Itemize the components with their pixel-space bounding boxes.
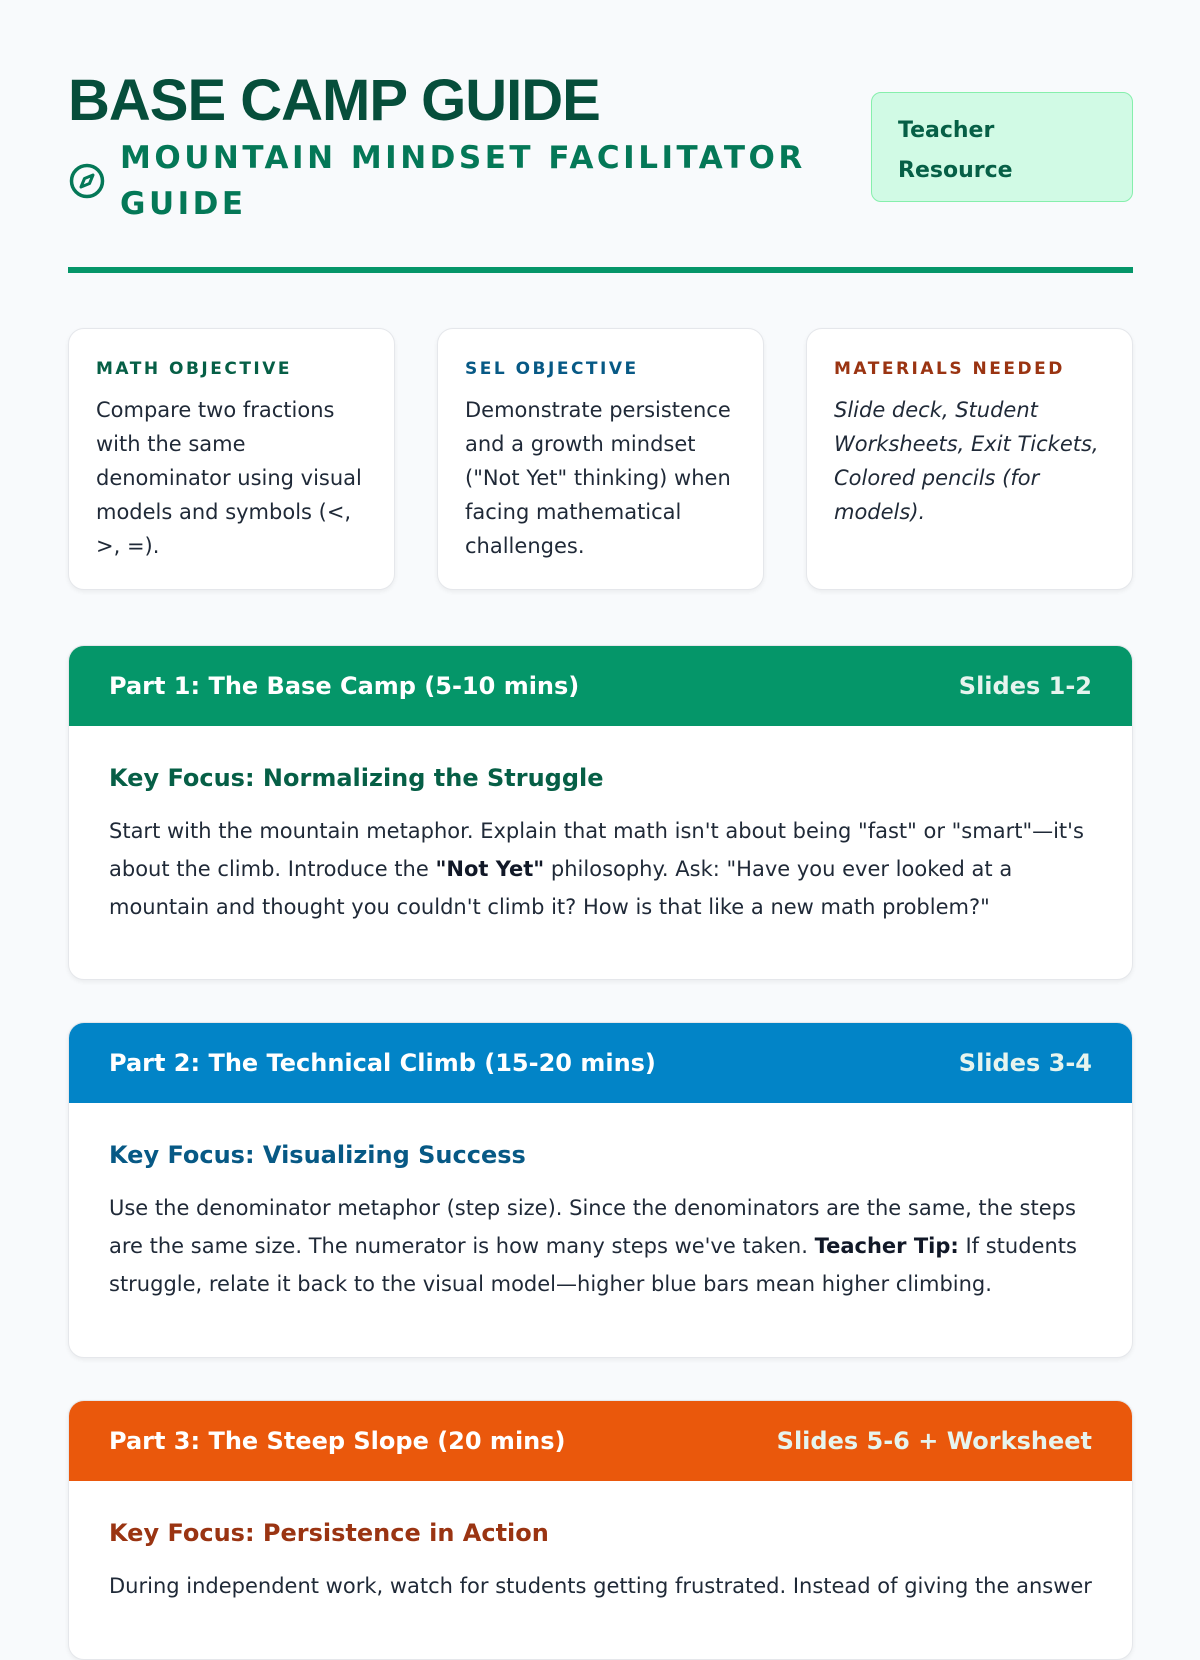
part-slides: Slides 1-2 (958, 672, 1092, 700)
card-title: MATH OBJECTIVE (96, 359, 293, 379)
card-title: MATERIALS NEEDED (834, 359, 1065, 379)
teacher-tip-label: Teacher Tip: (814, 1234, 959, 1258)
card-title: SEL OBJECTIVE (465, 359, 639, 379)
part-body (69, 1103, 1132, 1303)
header-divider (68, 267, 1133, 273)
math-objective-card (68, 328, 395, 590)
part-1-section (68, 645, 1133, 980)
subtitle-row (68, 135, 828, 227)
card-text: Slide deck, Student Worksheets, Exit Tickets, Colored pencils (for models). (834, 398, 1099, 524)
guide-header (68, 0, 1133, 275)
key-focus: Key Focus: Persistence in Action (109, 1519, 549, 1547)
facilitator-guide-page (68, 0, 1133, 1598)
compass-icon (68, 162, 106, 200)
part-description: Start with the mountain metaphor. Explain that math isn't about being "fast" or "smart"—it's about the climb. Introduce the "Not Yet" philosophy. Ask: "Have you ever looked at a mountain and thought you couldn't climb it? How is that like a new math problem?" (109, 819, 1084, 919)
part-title: Part 2: The Technical Climb (15-20 mins) (109, 1049, 656, 1077)
part-body (69, 1481, 1132, 1605)
part-title: Part 3: The Steep Slope (20 mins) (109, 1427, 566, 1455)
page-title: BASE CAMP GUIDE (68, 68, 600, 133)
part-description: During independent work, watch for students getting frustrated. Instead of giving the answer (109, 1574, 1092, 1598)
card-text: Demonstrate persistence and a growth mindset ("Not Yet" thinking) when facing mathematical challenges. (465, 398, 731, 558)
emphasis: "Not Yet" (435, 857, 545, 881)
part-slides: Slides 5-6 + Worksheet (776, 1427, 1092, 1455)
part-header (69, 646, 1132, 726)
materials-card (806, 328, 1133, 590)
objectives-row (68, 328, 1133, 590)
part-3-section (68, 1400, 1133, 1660)
page-subtitle: MOUNTAIN MINDSET FACILITATOR GUIDE (120, 140, 806, 222)
card-text: Compare two fractions with the same denominator using visual models and symbols (<, >, =). (96, 398, 362, 558)
part-2-section (68, 1022, 1133, 1358)
sel-objective-card (437, 328, 764, 590)
key-focus: Key Focus: Visualizing Success (109, 1141, 526, 1169)
part-title: Part 1: The Base Camp (5-10 mins) (109, 672, 580, 700)
part-body (69, 726, 1132, 926)
part-slides: Slides 3-4 (958, 1049, 1092, 1077)
part-header (69, 1401, 1132, 1481)
part-header (69, 1023, 1132, 1103)
teacher-resource-badge: Teacher Resource (871, 92, 1133, 202)
key-focus: Key Focus: Normalizing the Struggle (109, 764, 604, 792)
part-description: Use the denominator metaphor (step size). Since the denominators are the same, the steps are the same size. The numerator is how many steps we've taken. Teacher Tip: If students struggle, relate it back to the visual model—higher blue bars mean higher climbing. (109, 1196, 1077, 1296)
